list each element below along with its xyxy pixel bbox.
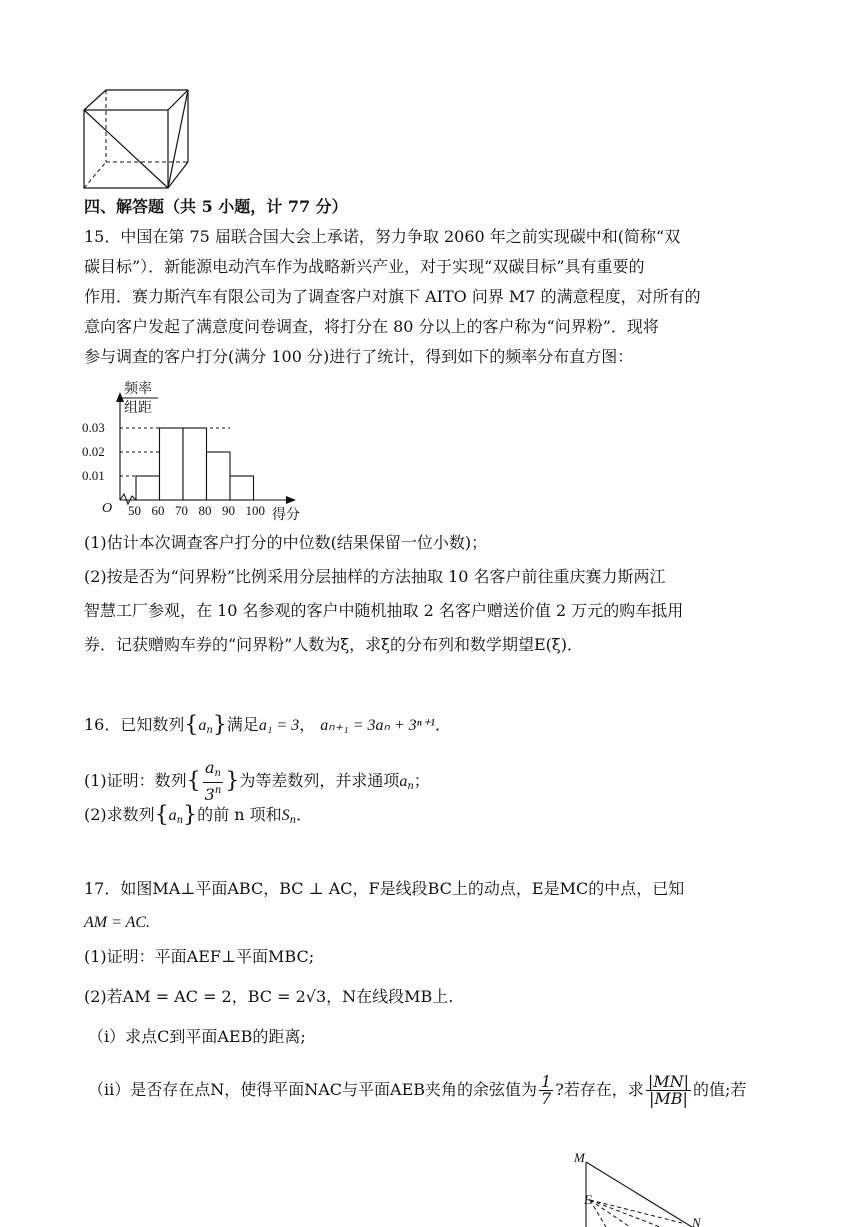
histogram-bar	[136, 476, 160, 500]
sn-symbol: S	[281, 807, 290, 824]
histogram-bar	[230, 476, 254, 500]
point-n-label: N	[692, 1215, 701, 1227]
q16-stem-prefix: 16．已知数列	[84, 715, 185, 734]
x-tick-label: 100	[245, 503, 265, 518]
x-tick-label: 70	[175, 503, 188, 518]
histogram-bar	[207, 452, 231, 500]
q16-part-1-a: (1)证明：数列	[84, 771, 187, 790]
q15-line-1: 15．中国在第 75 届联合国大会上承诺，努力争取 2060 年之前实现碳中和(简称“双	[84, 227, 681, 246]
histogram-bar	[183, 428, 207, 500]
q15-line-3: 作用．赛力斯汽车有限公司为了调查客户对旗下 AITO 问界 M7 的满意程度，对所有的	[84, 287, 701, 306]
x-tick-label: 90	[222, 503, 235, 518]
q16-stem: 16．已知数列$\{a_n\}$满足a₁ = 3， aₙ₊₁ = 3aₙ + 3ⁿ⁺¹．	[84, 712, 451, 738]
q17-sub-2-b: ?若存在，求	[555, 1080, 644, 1099]
q15-line-5: 参与调查的客户打分(满分 100 分)进行了统计，得到如下的频率分布直方图：	[84, 347, 634, 366]
q17-sub-1: （i）求点C到平面AEB的距离;	[88, 1027, 306, 1046]
frequency-histogram	[80, 374, 310, 524]
mn-over-mb-fraction: $\frac{|MN|}{|MB|}$	[647, 1072, 689, 1108]
q15-line-4: 意向客户发起了满意度问卷调查，将打分在 80 分以上的客户称为“问界粉”．现将	[84, 317, 659, 336]
left-brace-icon: {	[184, 712, 199, 738]
x-tick-label: 60	[151, 503, 165, 518]
q17-sub-2-c: 的值;若	[692, 1080, 747, 1099]
point-m-label: M	[574, 1150, 585, 1165]
q16-condition-2: aₙ₊₁ = 3aₙ + 3ⁿ⁺¹	[320, 717, 435, 734]
q16-stem-mid: 满足	[226, 715, 259, 734]
cube-figure	[80, 86, 200, 192]
q15-line-2: 碳目标”）．新能源电动汽车作为战略新兴产业，对于实现“双碳目标”具有重要的	[84, 257, 645, 276]
point-e-label: E	[584, 1192, 592, 1207]
y-tick-label: 0.03	[82, 420, 105, 435]
origin-label: O	[102, 501, 113, 516]
section-title: 四、解答题（共 5 小题，计 77 分）	[84, 197, 348, 216]
q16-part-2-a: (2)求数列	[84, 805, 155, 824]
y-tick-label: 0.01	[82, 468, 105, 483]
an-over-3n-fraction: $\frac{a_n}{3^n}$	[204, 758, 222, 804]
q17-line-1: 17．如图MA⊥平面ABC，BC ⊥ AC，F是线段BC上的动点，E是MC的中点，已知	[84, 879, 685, 898]
q16-part-1: (1)证明：数列{ $\frac{a_n}{3^n}$ }为等差数列，并求通项$a_n$；	[84, 758, 430, 804]
q17-line-2: AM = AC.	[84, 914, 151, 931]
q15-part-2-line-1: (2)按是否为“问界粉”比例采用分层抽样的方法抽取 10 名客户前往重庆赛力斯两江	[84, 567, 666, 586]
q17-figure	[570, 1148, 710, 1227]
q17-sub-2-a: （ii）是否存在点N，使得平面NAC与平面AEB夹角的余弦值为	[88, 1080, 538, 1099]
right-brace-icon: }	[212, 712, 227, 738]
x-tick-label: 80	[198, 503, 212, 518]
q17-part-2: (2)若AM = AC = 2，BC = 2√3，N在线段MB上.	[84, 987, 454, 1006]
y-label-numerator: 频率	[124, 382, 152, 397]
q17-part-1: (1)证明：平面AEF⊥平面MBC;	[84, 947, 315, 966]
q15-part-1: (1)估计本次调查客户打分的中位数(结果保留一位小数)；	[84, 533, 488, 552]
x-label: 得分	[272, 508, 300, 523]
y-label-denominator: 组距	[124, 401, 152, 416]
q16-condition-1: a₁ = 3	[258, 717, 300, 734]
q15-part-2-line-3: 券．记获赠购车券的“问界粉”人数为ξ，求ξ的分布列和数学期望E(ξ)．	[84, 635, 583, 654]
histogram-bar	[160, 428, 184, 500]
one-seventh-fraction: $\frac{1}{7}$	[541, 1072, 552, 1108]
q16-part-1-b: 为等差数列，并求通项	[239, 771, 400, 790]
q17-sub-2	[88, 1074, 746, 1107]
q16-part-2: (2)求数列$\{a_n\}$的前 n 项和$S_n$．	[84, 802, 313, 828]
q15-part-2-line-2: 智慧工厂参观，在 10 名参观的客户中随机抽取 2 名客户赠送价值 2 万元的购车抵用	[84, 601, 684, 620]
q16-part-2-b: 的前 n 项和	[197, 805, 282, 824]
y-tick-label: 0.02	[82, 444, 105, 459]
seq-symbol: a	[198, 717, 207, 734]
x-tick-label: 50	[128, 503, 141, 518]
